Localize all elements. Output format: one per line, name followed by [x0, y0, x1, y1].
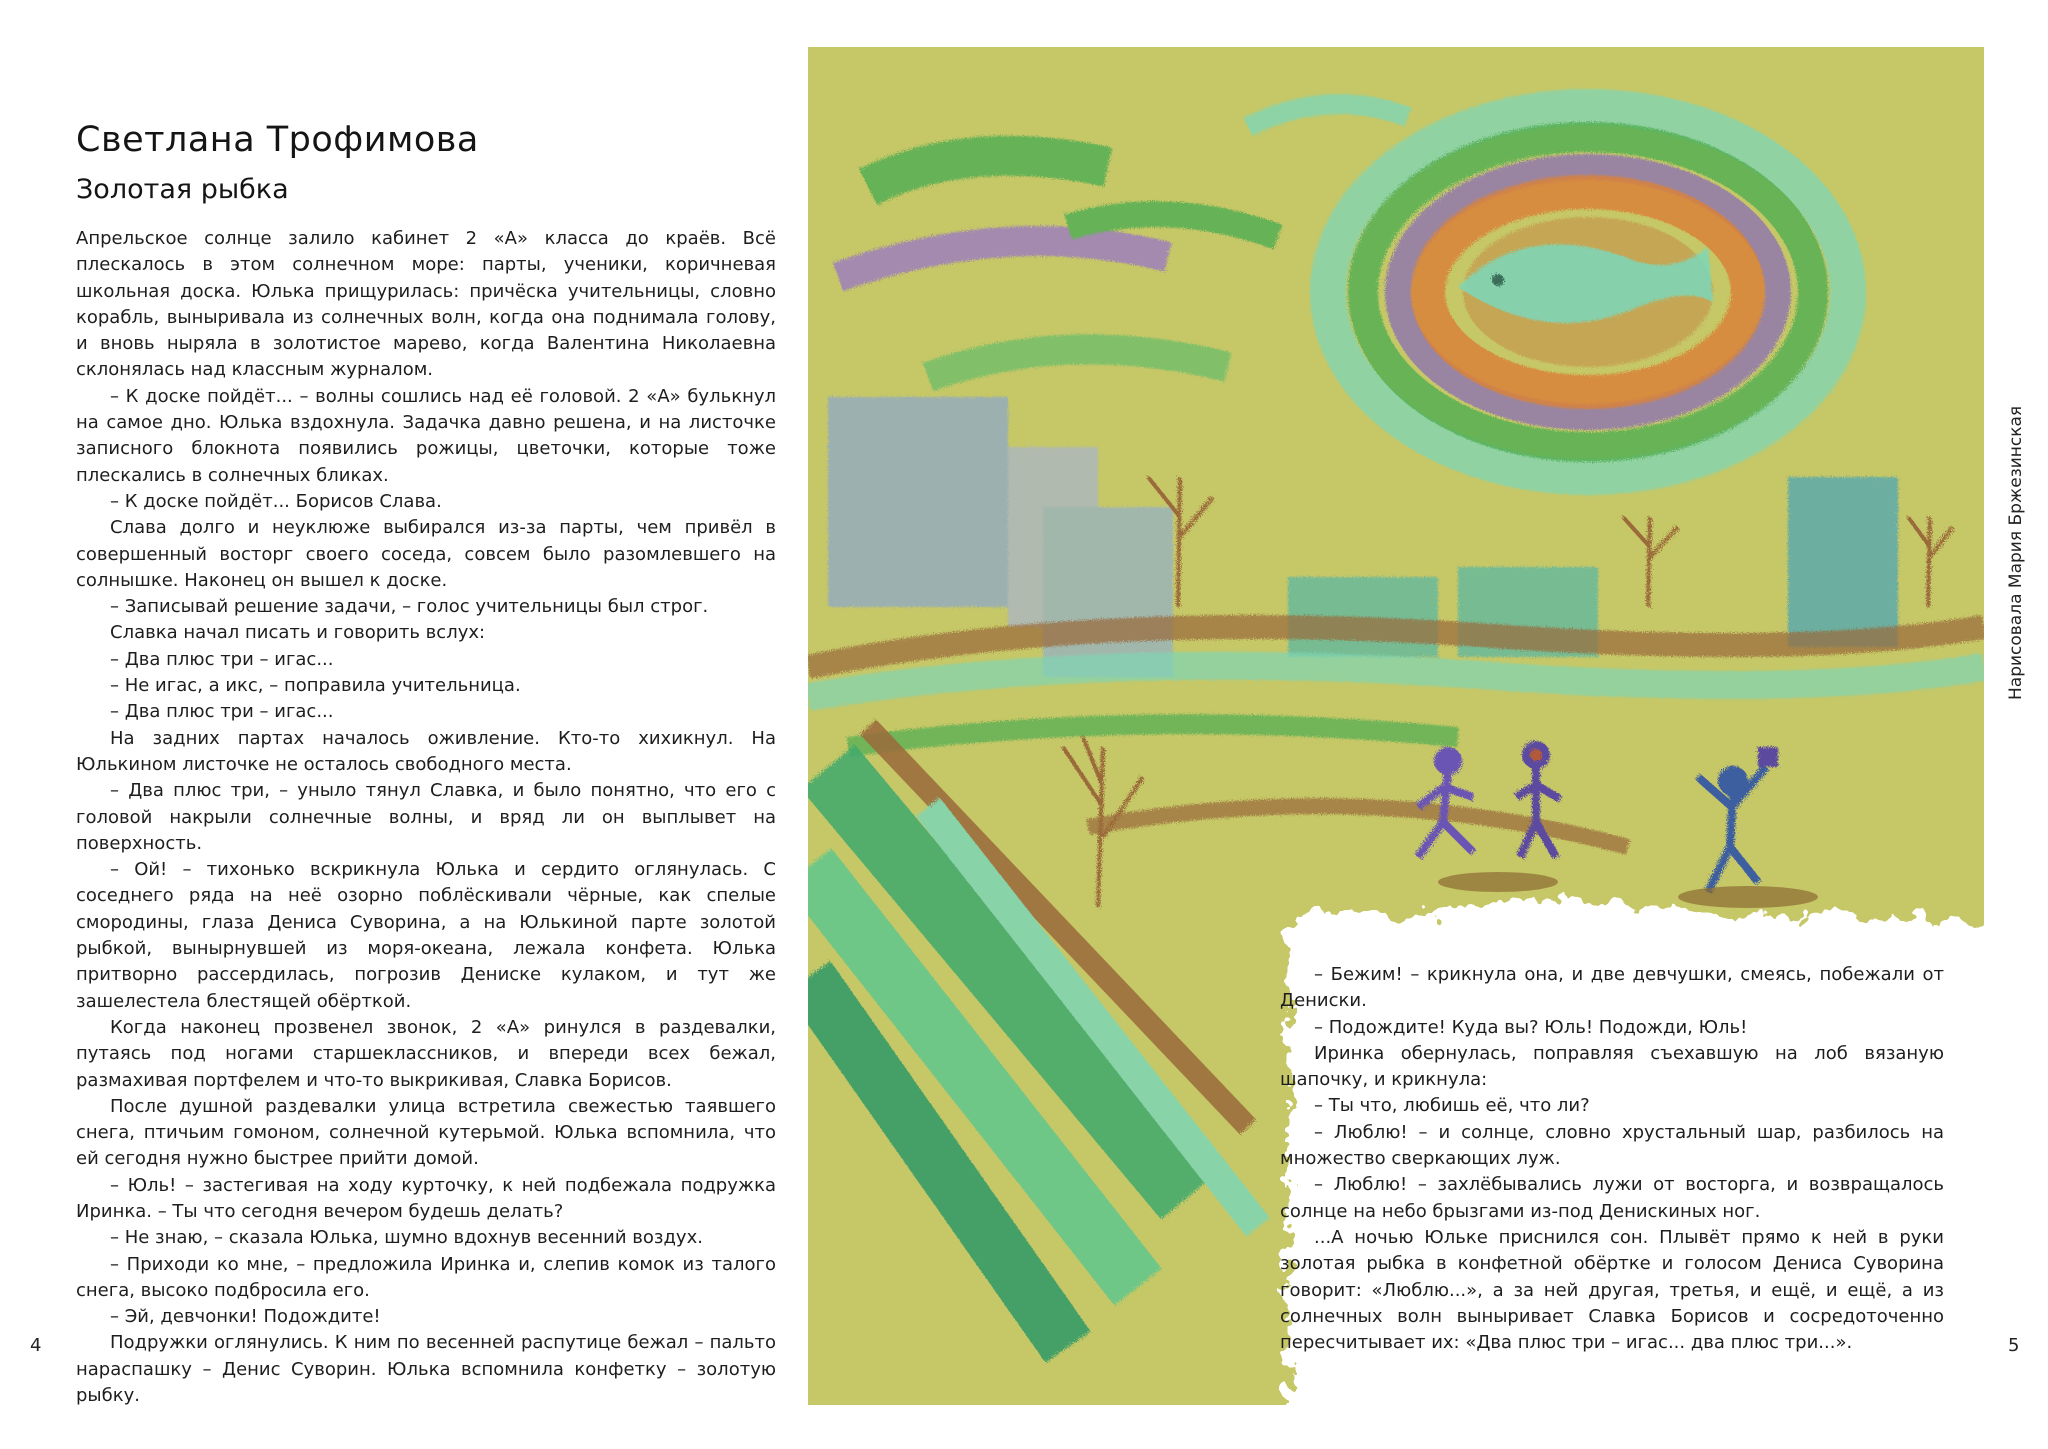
- paragraph: На задних партах началось оживление. Кто-то хихикнул. На Юлькином листочке не осталось свободного места.: [76, 727, 776, 775]
- left-page-text: [76, 226, 776, 1409]
- paragraph: – Люблю! – захлёбывались лужи от восторга, и возвращалось солнце на небо брызгами из-под Денискиных ног.: [1280, 1174, 1944, 1222]
- paragraph: – Приходи ко мне, – предложила Иринка и, слепив комок из талого снега, высоко подбросила его.: [76, 1253, 776, 1301]
- paragraph: – К доске пойдёт... Борисов Слава.: [110, 490, 442, 512]
- author-name: Светлана Трофимова: [76, 120, 479, 160]
- paragraph: – К доске пойдёт... – волны сошлись над её головой. 2 «А» булькнул на самое дно. Юлька вздохнула. Задачка давно решена, и на листочке записного блокнота появились рожицы, цветочки, которые тоже плескались в солнечных бликах.: [76, 385, 776, 486]
- paragraph: ...А ночью Юльке приснился сон. Плывёт прямо к ней в руки золотая рыбка в конфетной обёртке и голосом Дениса Суворина говорит: «Люблю...», а за ней другая, третья, и ещё, и ещё, а из солнечных волн выныривает Славка Борисов и сосредоточенно пересчитывает их: «Два плюс три – игас... два плюс три...».: [1280, 1226, 1944, 1354]
- paragraph: Славка начал писать и говорить вслух:: [110, 622, 486, 644]
- paragraph: Иринка обернулась, поправляя съехавшую на лоб вязаную шапочку, и крикнула:: [1280, 1042, 1944, 1091]
- paragraph: – Бежим! – крикнула она, и две девчушки, смеясь, побежали от Дениски.: [1280, 964, 1944, 1012]
- illustrator-credit: Нарисовала Мария Бржезинская: [2006, 405, 2026, 700]
- paragraph: – Ой! – тихонько вскрикнула Юлька и сердито оглянулась. С соседнего ряда на неё озорно поблёскивали чёрные, как спелые смородины, глаза Дениса Суворина, а на Юлькиной парте золотой рыбкой, вынырнувшей из моря-океана, лежала конфета. Юлька притворно рассердилась, погрозив Дениске кулаком, и тут же зашелестела блестящей обёрткой.: [76, 859, 776, 1012]
- page-number-right: 5: [2008, 1335, 2020, 1356]
- paragraph: Слава долго и неуклюже выбирался из-за парты, чем привёл в совершенный восторг своего соседа, совсем было разомлевшего на солнышке. Наконец он вышел к доске.: [76, 517, 776, 591]
- paragraph: Подружки оглянулись. К ним по весенней распутице бежал – пальто нараспашку – Денис Суворин. Юлька вспомнила конфетку – золотую рыбку.: [76, 1332, 776, 1407]
- paragraph: – Два плюс три, – уныло тянул Славка, и было понятно, что его с головой накрыли солнечные волны, и вряд ли он выплывет на поверхность.: [76, 780, 776, 854]
- paragraph: – Люблю! – и солнце, словно хрустальный шар, разбилось на множество сверкающих луж.: [1280, 1121, 1944, 1170]
- paragraph: Апрельское солнце залило кабинет 2 «А» класса до краёв. Всё плескалось в этом солнечном море: парты, ученики, коричневая школьная доска. Юлька прищурилась: причёска учительницы, словно корабль, выныривала из солнечных волн, когда она поднимала голову, и вновь ныряла в золотистое марево, когда Валентина Николаевна склонялась над классным журналом.: [76, 228, 776, 381]
- page-number-left: 4: [30, 1335, 42, 1356]
- paragraph: – Юль! – застегивая на ходу курточку, к ней подбежала подружка Иринка. – Ты что сегодня вечером будешь делать?: [76, 1174, 776, 1222]
- paragraph: – Подождите! Куда вы? Юль! Подожди, Юль!: [1314, 1016, 1748, 1038]
- paragraph: После душной раздевалки улица встретила свежестью таявшего снега, птичьим гомоном, солнечной кутерьмой. Юлька вспомнила, что ей сегодня нужно быстрее прийти домой.: [76, 1095, 776, 1170]
- paragraph: – Эй, девчонки! Подождите!: [110, 1306, 381, 1328]
- paragraph: – Ты что, любишь её, что ли?: [1314, 1095, 1590, 1117]
- paragraph: Когда наконец прозвенел звонок, 2 «А» ринулся в раздевалки, путаясь под ногами старшеклассников, и впереди всех бежал, размахивая портфелем и что-то выкрикивая, Славка Борисов.: [76, 1016, 776, 1091]
- paragraph: – Не знаю, – сказала Юлька, шумно вдохнув весенний воздух.: [110, 1227, 703, 1249]
- paragraph: – Не игас, а икс, – поправила учительница.: [110, 675, 521, 697]
- paragraph: – Записывай решение задачи, – голос учительницы был строг.: [110, 596, 709, 618]
- right-page-text: [1280, 962, 1944, 1356]
- paragraph: – Два плюс три – игас...: [110, 648, 334, 670]
- paragraph: – Два плюс три – игас...: [110, 701, 334, 723]
- story-title: Золотая рыбка: [76, 174, 289, 205]
